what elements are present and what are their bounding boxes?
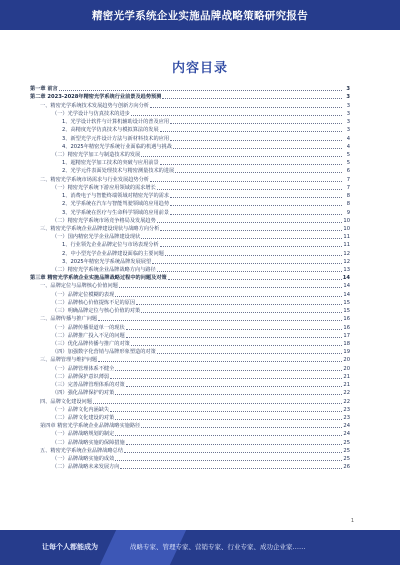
toc-entry[interactable] [30,307,350,315]
toc-entry[interactable] [30,151,350,159]
toc-page-number: 3 [346,127,350,134]
toc-entry-title: 3、光学系统在医疗与生命科学领域的应用前景 [62,209,170,216]
toc-dot-leader [141,156,342,157]
toc-page-number: 10 [343,217,350,224]
toc-page-number: 16 [343,316,350,323]
toc-page-number: 15 [343,308,350,315]
toc-page-number: 15 [343,299,350,306]
toc-entry[interactable] [30,110,350,118]
toc-dot-leader [120,468,342,469]
toc-dot-leader [157,189,342,190]
toc-page-number: 10 [343,225,350,232]
toc-entry-title: 二、精密光学系统市场需求与行业发展趋势分析 [40,176,149,183]
toc-entry-title: 3、新型光学元件设计方法与新材料技术的应用 [62,135,170,142]
toc-entry-title: 3、2025年精密光学系统品牌发展展望 [62,258,152,265]
toc-entry[interactable] [30,241,350,249]
toc-dot-leader [170,123,342,124]
toc-entry-title: 1、光学设计软件与计算机辅助设计的普及应用 [62,119,170,126]
toc-page-number: 17 [343,332,350,339]
toc-page-number: 11 [343,234,350,241]
toc-page-number: 3 [346,119,350,126]
toc-entry-title: （二）精密光学系统企业品牌战略方向与路径 [52,267,156,274]
toc-entry[interactable] [30,299,350,307]
toc-entry[interactable] [30,373,350,381]
toc-dot-leader [141,312,342,313]
toc-entry[interactable] [30,118,350,126]
toc-entry[interactable] [30,258,350,266]
toc-entry[interactable] [30,192,350,200]
toc-page-number: 23 [343,406,350,413]
toc-dot-leader [115,419,342,420]
toc-entry[interactable] [30,414,350,422]
toc-entry[interactable] [30,233,350,241]
toc-page-number: 24 [343,431,350,438]
toc-entry[interactable] [30,455,350,463]
toc-page-number: 5 [346,151,350,158]
toc-page-number: 14 [343,291,350,298]
toc-entry[interactable] [30,364,350,372]
toc-entry-title: 第二章 2023-2028年精密光学系统行业前景及趋势预测 [30,94,162,101]
toc-entry-title: （二）品牌推广投入不足的问题 [52,332,125,339]
toc-entry-title: （一）品牌管理体系不健全 [52,365,115,372]
toc-entry-title: （二）精密光学系统市场竞争格局及发展趋势 [52,217,156,224]
toc-page-number: 25 [343,439,350,446]
toc-dot-leader [124,452,342,453]
toc-page-number: 26 [343,464,350,471]
footer-slogan-left: 让每个人都能成为 [42,543,98,551]
toc-page-number: 22 [343,398,350,405]
toc-page-number: 3 [346,94,350,101]
toc-entry[interactable] [30,406,350,414]
toc-dot-leader [136,304,342,305]
toc-dot-leader [160,131,342,132]
toc-entry-title: （一）品牌战略实施的成效 [52,456,115,463]
toc-dot-leader [170,214,342,215]
toc-page-number: 7 [346,176,350,183]
toc-dot-leader [115,460,342,461]
toc-entry-title: （四）强化品牌保护的对策 [52,390,115,397]
toc-page-number: 25 [343,456,350,463]
toc-dot-leader [157,222,342,223]
toc-entry-title: 1、行业领先企业品牌定位与市场表现分析 [62,242,159,249]
toc-entry-title: （三）完善品牌管理体系的对策 [52,382,125,389]
toc-page-number: 12 [343,258,350,265]
toc-entry-title: 二、品牌传播与推广问题 [40,316,98,323]
toc-entry[interactable] [30,143,350,151]
toc-dot-leader [126,329,342,330]
table-of-contents [30,85,350,512]
toc-dot-leader [162,98,342,99]
toc-dot-leader [175,172,342,173]
toc-dot-leader [141,238,342,239]
toc-entry[interactable] [30,438,350,446]
toc-entry-title: 四、品牌文化建设问题 [40,398,92,405]
toc-page-number: 6 [346,168,350,175]
toc-page-number: 4 [346,143,350,150]
toc-dot-leader [98,320,342,321]
toc-page-number: 14 [343,283,350,290]
toc-heading: 内容目录 [171,61,228,76]
toc-entry[interactable] [30,356,350,364]
toc-entry-title: 三、品牌管理与维护问题 [40,357,98,364]
toc-entry-title: （一）国内精密光学企业品牌建设现状 [52,234,141,241]
toc-entry-title: 4、2025年精密光学系统行业面临的机遇与挑战 [62,143,172,150]
toc-entry[interactable] [30,184,350,192]
toc-entry-title: 1、消费电子与智能终端领域对精密光学的需求 [62,193,170,200]
toc-dot-leader [160,164,342,165]
toc-entry[interactable] [30,266,350,274]
toc-chapter-entry[interactable] [30,85,350,93]
footer-bar [0,530,400,565]
toc-dot-leader [150,107,342,108]
toc-entry[interactable] [30,430,350,438]
toc-entry-title: （一）品牌定位模糊的表现 [52,291,115,298]
toc-dot-leader [115,296,342,297]
toc-entry-title: （二）品牌保护意识薄弱 [52,373,110,380]
toc-dot-leader [150,181,342,182]
toc-page-number: 12 [343,250,350,257]
page-number: 1 [350,518,354,524]
toc-entry-title: 2、光学系统在汽车与智能驾驶领域的应用趋势 [62,201,170,208]
toc-entry[interactable] [30,101,350,109]
toc-page-number: 20 [343,357,350,364]
toc-page-number: 20 [343,365,350,372]
toc-page-number: 19 [343,349,350,356]
toc-dot-leader [126,337,342,338]
toc-entry-title: （一）光学设计与仿真技术的进步 [52,110,130,117]
toc-entry[interactable] [30,290,350,298]
toc-page-number: 11 [343,242,350,249]
toc-entry-title: （一）品牌传播渠道单一的现状 [52,324,125,331]
toc-entry[interactable] [30,282,350,290]
toc-entry[interactable] [30,159,350,167]
toc-dot-leader [160,230,342,231]
toc-entry-title: 2、中小型光学企业品牌建设面临的主要问题 [62,250,164,257]
toc-dot-leader [119,287,342,288]
toc-chapter-entry[interactable] [30,274,350,282]
toc-entry-title: （二）品牌核心价值提炼不足的原因 [52,299,136,306]
toc-entry[interactable] [30,126,350,134]
toc-entry-title: 五、精密光学系统企业品牌战略总结 [40,447,124,454]
toc-entry-title: （二）品牌文化建设的对策 [52,414,115,421]
toc-dot-leader [115,394,342,395]
toc-entry-title: （二）品牌战略实施的保障措施 [52,439,125,446]
toc-page-number: 3 [346,102,350,109]
toc-entry-title: （一）品牌文化内涵缺失 [52,406,110,413]
toc-entry-title: （三）明确品牌定位与核心价值的对策 [52,308,141,315]
toc-dot-leader [126,386,342,387]
toc-page-number: 3 [346,110,350,117]
toc-entry-title: （三）优化品牌传播与推广的对策 [52,341,130,347]
toc-dot-leader [157,353,342,354]
toc-page-number: 5 [346,160,350,167]
toc-dot-leader [115,370,342,371]
toc-entry-title: （一）品牌战略规划的制定 [52,431,115,438]
toc-dot-leader [141,427,342,428]
toc-entry[interactable] [30,381,350,389]
toc-entry[interactable] [30,463,350,471]
toc-entry[interactable] [30,225,350,233]
toc-chapter-entry[interactable] [30,93,350,101]
toc-dot-leader [170,140,342,141]
toc-dot-leader [131,115,342,116]
report-title: 精密光学系统企业实施品牌战略策略研究报告 [92,9,308,22]
toc-dot-leader [165,255,342,256]
toc-entry-title: 2、光学元件表面处理技术与精密测量技术的进展 [62,168,175,175]
toc-entry-title: 第一章 前言 [30,86,58,93]
toc-page-number: 13 [343,267,350,274]
toc-page-number: 21 [343,382,350,389]
toc-entry-title: （一）精密光学系统下游应用领域的需求增长 [52,184,156,191]
toc-page-number: 9 [346,209,350,216]
toc-dot-leader [168,279,342,280]
report-header-bar [0,0,400,30]
toc-entry-title: 第四章 精密光学系统企业品牌战略实施路径 [40,423,141,430]
toc-entry[interactable] [30,422,350,430]
toc-page-number: 16 [343,324,350,331]
toc-dot-leader [110,411,342,412]
toc-entry[interactable] [30,175,350,183]
toc-entry[interactable] [30,208,350,216]
toc-dot-leader [173,148,342,149]
toc-dot-leader [93,403,342,404]
toc-entry-title: （四）加强数字化营销与品牌形象塑造的对策 [52,349,156,356]
toc-dot-leader [157,271,342,272]
toc-entry[interactable] [30,332,350,340]
toc-entry-title: 第三章 精密光学系统企业实施品牌战略过程中的问题及对策 [30,275,167,282]
toc-page-number: 3 [346,86,350,93]
toc-entry-title: 三、精密光学系统企业品牌建设现状与战略方向分析 [40,225,160,232]
toc-entry[interactable] [30,134,350,142]
toc-entry[interactable] [30,315,350,323]
toc-page-number: 14 [342,275,350,282]
toc-page-number: 18 [343,341,350,347]
toc-dot-leader [98,361,342,362]
toc-page-number: 23 [343,414,350,421]
toc-page-number: 8 [346,193,350,200]
footer-slogan-right: 战略专家、管理专家、营销专家、行业专家、成功企业家…… [130,543,306,551]
toc-entry[interactable] [30,167,350,175]
toc-page-number: 8 [346,201,350,208]
toc-entry[interactable] [30,389,350,397]
toc-page-number: 24 [343,423,350,430]
toc-dot-leader [160,246,342,247]
toc-entry-title: 2、高精度光学仿真技术与模拟算法的发展 [62,127,159,134]
toc-dot-leader [126,444,342,445]
toc-dot-leader [152,263,342,264]
toc-dot-leader [170,205,342,206]
toc-entry-title: （二）精密光学加工与制造技术的发展 [52,151,141,158]
toc-entry[interactable] [30,217,350,225]
toc-page-number: 7 [346,184,350,191]
toc-dot-leader [115,435,342,436]
toc-entry[interactable] [30,323,350,331]
toc-entry-title: 1、超精密光学加工技术的突破与应用前景 [62,160,159,167]
toc-dot-leader [110,378,342,379]
toc-entry[interactable] [30,200,350,208]
toc-entry[interactable] [30,348,350,356]
toc-dot-leader [170,197,342,198]
toc-entry-title: 一、精密光学系统技术发展趋势与创新方向分析 [40,102,149,109]
toc-entry[interactable] [30,447,350,455]
toc-entry-title: 一、品牌定位与品牌核心价值问题 [40,283,118,290]
toc-dot-leader [59,90,342,91]
toc-entry-title: （二）品牌战略未来发展方向 [52,464,120,471]
toc-entry[interactable] [30,340,350,348]
toc-page-number: 4 [346,135,350,142]
toc-page-number: 21 [343,373,350,380]
toc-page-number: 25 [343,447,350,454]
toc-dot-leader [131,345,342,346]
toc-entry[interactable] [30,397,350,405]
toc-page-number: 22 [343,390,350,397]
toc-entry[interactable] [30,249,350,257]
